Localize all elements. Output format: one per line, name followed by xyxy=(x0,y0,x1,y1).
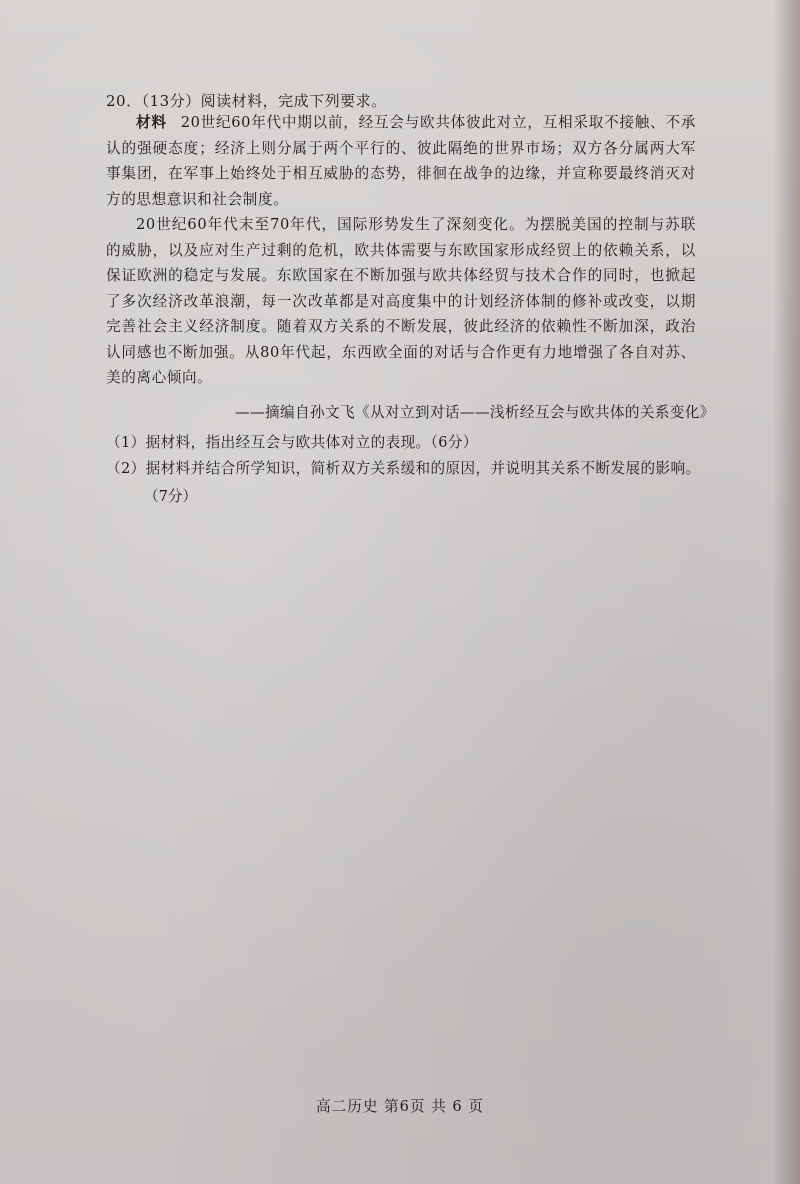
material-paragraph-2: 20世纪60年代末至70年代，国际形势发生了深刻变化。为摆脱美国的控制与苏联的威胁，以及应对生产过剩的危机，欧共体需要与东欧国家形成经贸上的依赖关系，以保证欧洲的稳定与发展。东欧国家在不断加强与欧共体经贸与技术合作的同时，也掀起了多次经济改革浪潮，每一次改革都是对高度集中的计划经济体制的修补或改变，以期完善社会主义经济制度。随着双方关系的不断发展，彼此经济的依赖性不断加深，政治认同感也不断加强。从80年代起，东西欧全面的对话与合作更有力地增强了各自对苏、美的离心倾向。 xyxy=(106,216,696,386)
page-footer: 高二历史 第6页 共 6 页 xyxy=(316,1098,484,1115)
task-2: （2）据材料并结合所学知识，简析双方关系缓和的原因，并说明其关系不断发展的影响。 xyxy=(106,460,701,477)
material-label: 材料 xyxy=(136,114,167,131)
task-2-score: （7分） xyxy=(144,488,198,505)
material-source: ——摘编自孙文飞《从对立到对话——浅析经互会与欧共体的关系变化》 xyxy=(235,404,715,421)
material-paragraph-1 xyxy=(106,110,696,212)
page-edge-shadow xyxy=(772,0,800,1184)
task-1: （1）据材料，指出经互会与欧共体对立的表现。（6分） xyxy=(106,434,478,451)
material-paragraph-1-text: 20世纪60年代中期以前，经互会与欧共体彼此对立，互相采取不接触、不承认的强硬态度；经济上则分属于两个平行的、彼此隔绝的世界市场；双方各分属两大军事集团，在军事上始终处于相互威胁的态势，徘徊在战争的边缘，并宣称要最终消灭对方的思想意识和社会制度。 xyxy=(106,114,696,208)
question-header: 20．（13分）阅读材料，完成下列要求。 xyxy=(106,92,387,110)
